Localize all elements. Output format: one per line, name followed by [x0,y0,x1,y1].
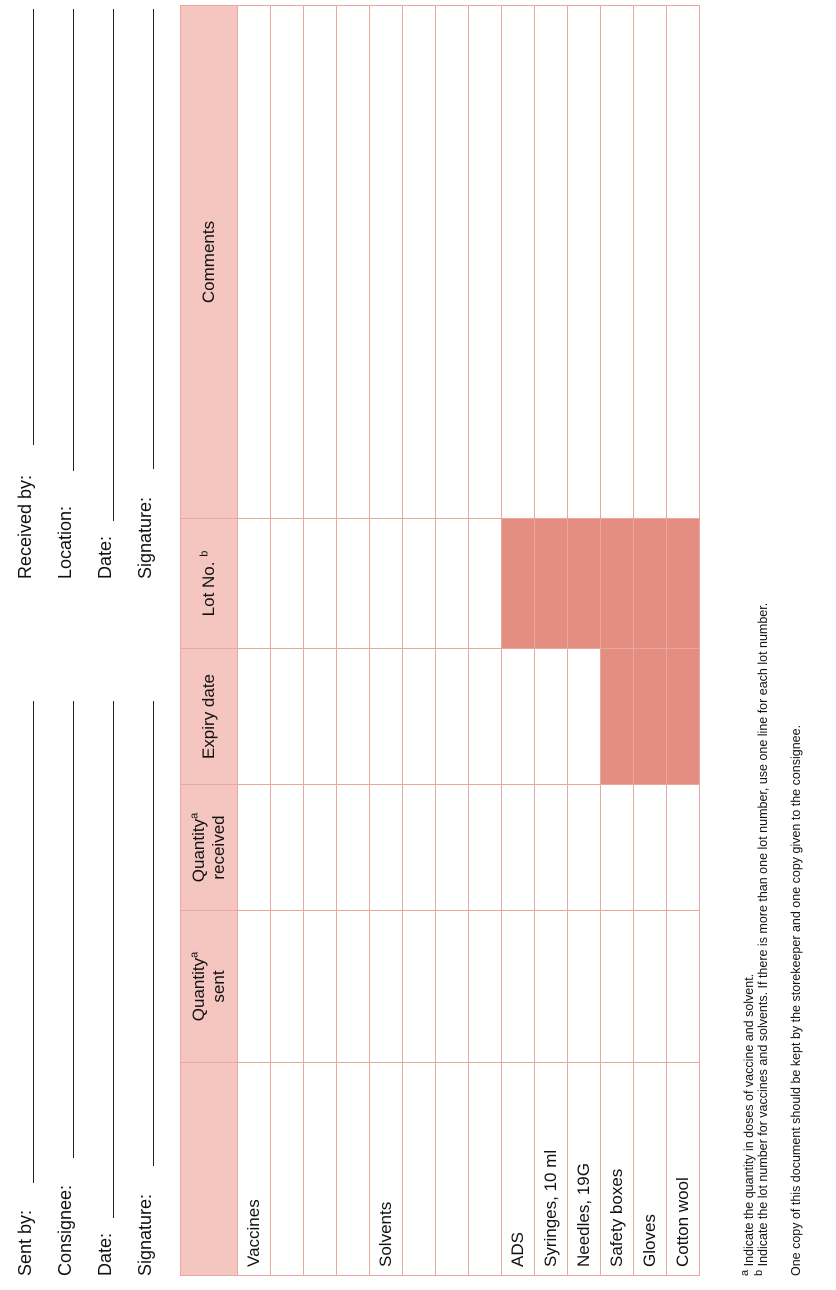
comments-cell[interactable] [337,6,370,519]
table-row [304,6,337,1276]
lot-number-cell[interactable] [271,519,304,649]
quantity-sent-cell[interactable] [535,911,568,1063]
row-label: Solvents [370,1063,403,1276]
table-header-row [181,6,238,1276]
comments-cell[interactable] [601,6,634,519]
lot-number-header: Lot No. $^b$ [181,519,238,649]
location-label: Location: [55,505,75,579]
quantity-sent-cell[interactable] [304,911,337,1063]
sent-by-field [8,701,38,1276]
table-row [403,6,436,1276]
expiry-date-cell[interactable] [436,649,469,785]
table-row [667,6,700,1276]
table-row [337,6,370,1276]
expiry-date-cell[interactable] [271,649,304,785]
quantity-sent-cell[interactable] [469,911,502,1063]
comments-cell[interactable] [667,6,700,519]
table-row [469,6,502,1276]
quantity-sent-header: Quantity$^a$ sent [181,911,238,1063]
expiry-date-cell[interactable] [568,649,601,785]
expiry-date-cell[interactable] [535,649,568,785]
row-label [403,1063,436,1276]
quantity-sent-cell[interactable] [568,911,601,1063]
table-row [502,6,535,1276]
comments-cell[interactable] [271,6,304,519]
comments-cell[interactable] [403,6,436,519]
quantity-received-header: Quantity$^a$ received [181,785,238,911]
lot-number-cell [667,519,700,649]
table-row [535,6,568,1276]
sender-signature-label: Signature: [135,1193,155,1276]
consignee-line[interactable] [73,701,74,1158]
table-row [601,6,634,1276]
quantity-received-cell[interactable] [436,785,469,911]
quantity-received-cell[interactable] [502,785,535,911]
comments-cell[interactable] [370,6,403,519]
location-line[interactable] [73,9,74,471]
expiry-date-cell [601,649,634,785]
expiry-date-cell[interactable] [304,649,337,785]
quantity-sent-cell[interactable] [370,911,403,1063]
quantity-received-cell[interactable] [667,785,700,911]
lot-number-cell [502,519,535,649]
lot-number-cell[interactable] [337,519,370,649]
lot-number-cell[interactable] [370,519,403,649]
row-label [436,1063,469,1276]
quantity-sent-cell[interactable] [634,911,667,1063]
consignee-field [48,701,78,1276]
expiry-date-header: Expiry date [181,649,238,785]
quantity-received-cell[interactable] [304,785,337,911]
quantity-sent-cell[interactable] [271,911,304,1063]
row-label [469,1063,502,1276]
quantity-sent-cell[interactable] [403,911,436,1063]
sent-by-label: Sent by: [15,1209,35,1276]
sender-signature-field [128,701,158,1276]
lot-number-cell [568,519,601,649]
quantity-received-cell[interactable] [271,785,304,911]
row-label: Needles, 19G [568,1063,601,1276]
quantity-sent-cell[interactable] [238,911,271,1063]
lot-number-cell[interactable] [436,519,469,649]
received-by-line[interactable] [33,9,34,445]
lot-number-cell[interactable] [304,519,337,649]
comments-header: Comments [181,6,238,519]
sent-date-field [88,701,118,1276]
received-date-field [88,9,118,579]
location-field [48,9,78,579]
sender-signature-line[interactable] [153,701,154,1166]
comments-cell[interactable] [469,6,502,519]
table-row [370,6,403,1276]
item-column-header [181,1063,238,1276]
quantity-received-cell[interactable] [535,785,568,911]
comments-cell[interactable] [304,6,337,519]
comments-cell[interactable] [436,6,469,519]
table-row [634,6,667,1276]
received-by-label: Received by: [15,474,35,579]
table-row [436,6,469,1276]
receiver-signature-line[interactable] [153,9,154,469]
consignee-label: Consignee: [55,1184,75,1276]
quantity-sent-cell[interactable] [502,911,535,1063]
copy-note: One copy of this document should be kept by the storekeeper and one copy given to the consignee. [789,724,803,1276]
row-label: Syringes, 10 ml [535,1063,568,1276]
quantity-received-cell[interactable] [238,785,271,911]
received-date-line[interactable] [113,9,114,521]
comments-cell[interactable] [238,6,271,519]
quantity-received-cell[interactable] [337,785,370,911]
expiry-date-cell [667,649,700,785]
quantity-received-cell[interactable] [568,785,601,911]
comments-cell[interactable] [568,6,601,519]
receiver-signature-label: Signature: [135,496,155,579]
footnote-a: $^a$ Indicate the quantity in doses of vaccine and solvent. [738,973,756,1276]
received-date-label: Date: [95,535,115,579]
received-by-field [8,9,38,579]
lot-number-cell [601,519,634,649]
row-label: Safety boxes [601,1063,634,1276]
table-body [238,6,700,1276]
quantity-sent-cell[interactable] [337,911,370,1063]
vaccine-record-table [180,5,700,1276]
quantity-sent-cell[interactable] [436,911,469,1063]
expiry-date-cell[interactable] [238,649,271,785]
sent-date-label: Date: [95,1232,115,1276]
footnote-b: $^b$ Indicate the lot number for vaccines and solvents. If there is more than one lot number, use one line for each lot number. [752,602,770,1276]
lot-number-cell[interactable] [238,519,271,649]
expiry-date-cell[interactable] [370,649,403,785]
comments-cell[interactable] [535,6,568,519]
quantity-received-cell[interactable] [403,785,436,911]
quantity-received-cell[interactable] [634,785,667,911]
expiry-date-cell [634,649,667,785]
receiver-signature-field [128,9,158,579]
lot-number-cell[interactable] [403,519,436,649]
comments-cell[interactable] [634,6,667,519]
row-label [304,1063,337,1276]
row-label: Gloves [634,1063,667,1276]
quantity-received-cell[interactable] [370,785,403,911]
sent-date-line[interactable] [113,701,114,1218]
lot-number-cell [634,519,667,649]
table-row [568,6,601,1276]
expiry-date-cell[interactable] [337,649,370,785]
row-label: Vaccines [238,1063,271,1276]
comments-cell[interactable] [502,6,535,519]
row-label [337,1063,370,1276]
quantity-received-cell[interactable] [601,785,634,911]
lot-number-cell [535,519,568,649]
expiry-date-cell[interactable] [502,649,535,785]
table-row [238,6,271,1276]
expiry-date-cell[interactable] [469,649,502,785]
quantity-sent-cell[interactable] [601,911,634,1063]
quantity-sent-cell[interactable] [667,911,700,1063]
row-label [271,1063,304,1276]
table-row [271,6,304,1276]
row-label: Cotton wool [667,1063,700,1276]
quantity-received-cell[interactable] [469,785,502,911]
sent-by-line[interactable] [33,701,34,1183]
row-label: ADS [502,1063,535,1276]
expiry-date-cell[interactable] [403,649,436,785]
lot-number-cell[interactable] [469,519,502,649]
